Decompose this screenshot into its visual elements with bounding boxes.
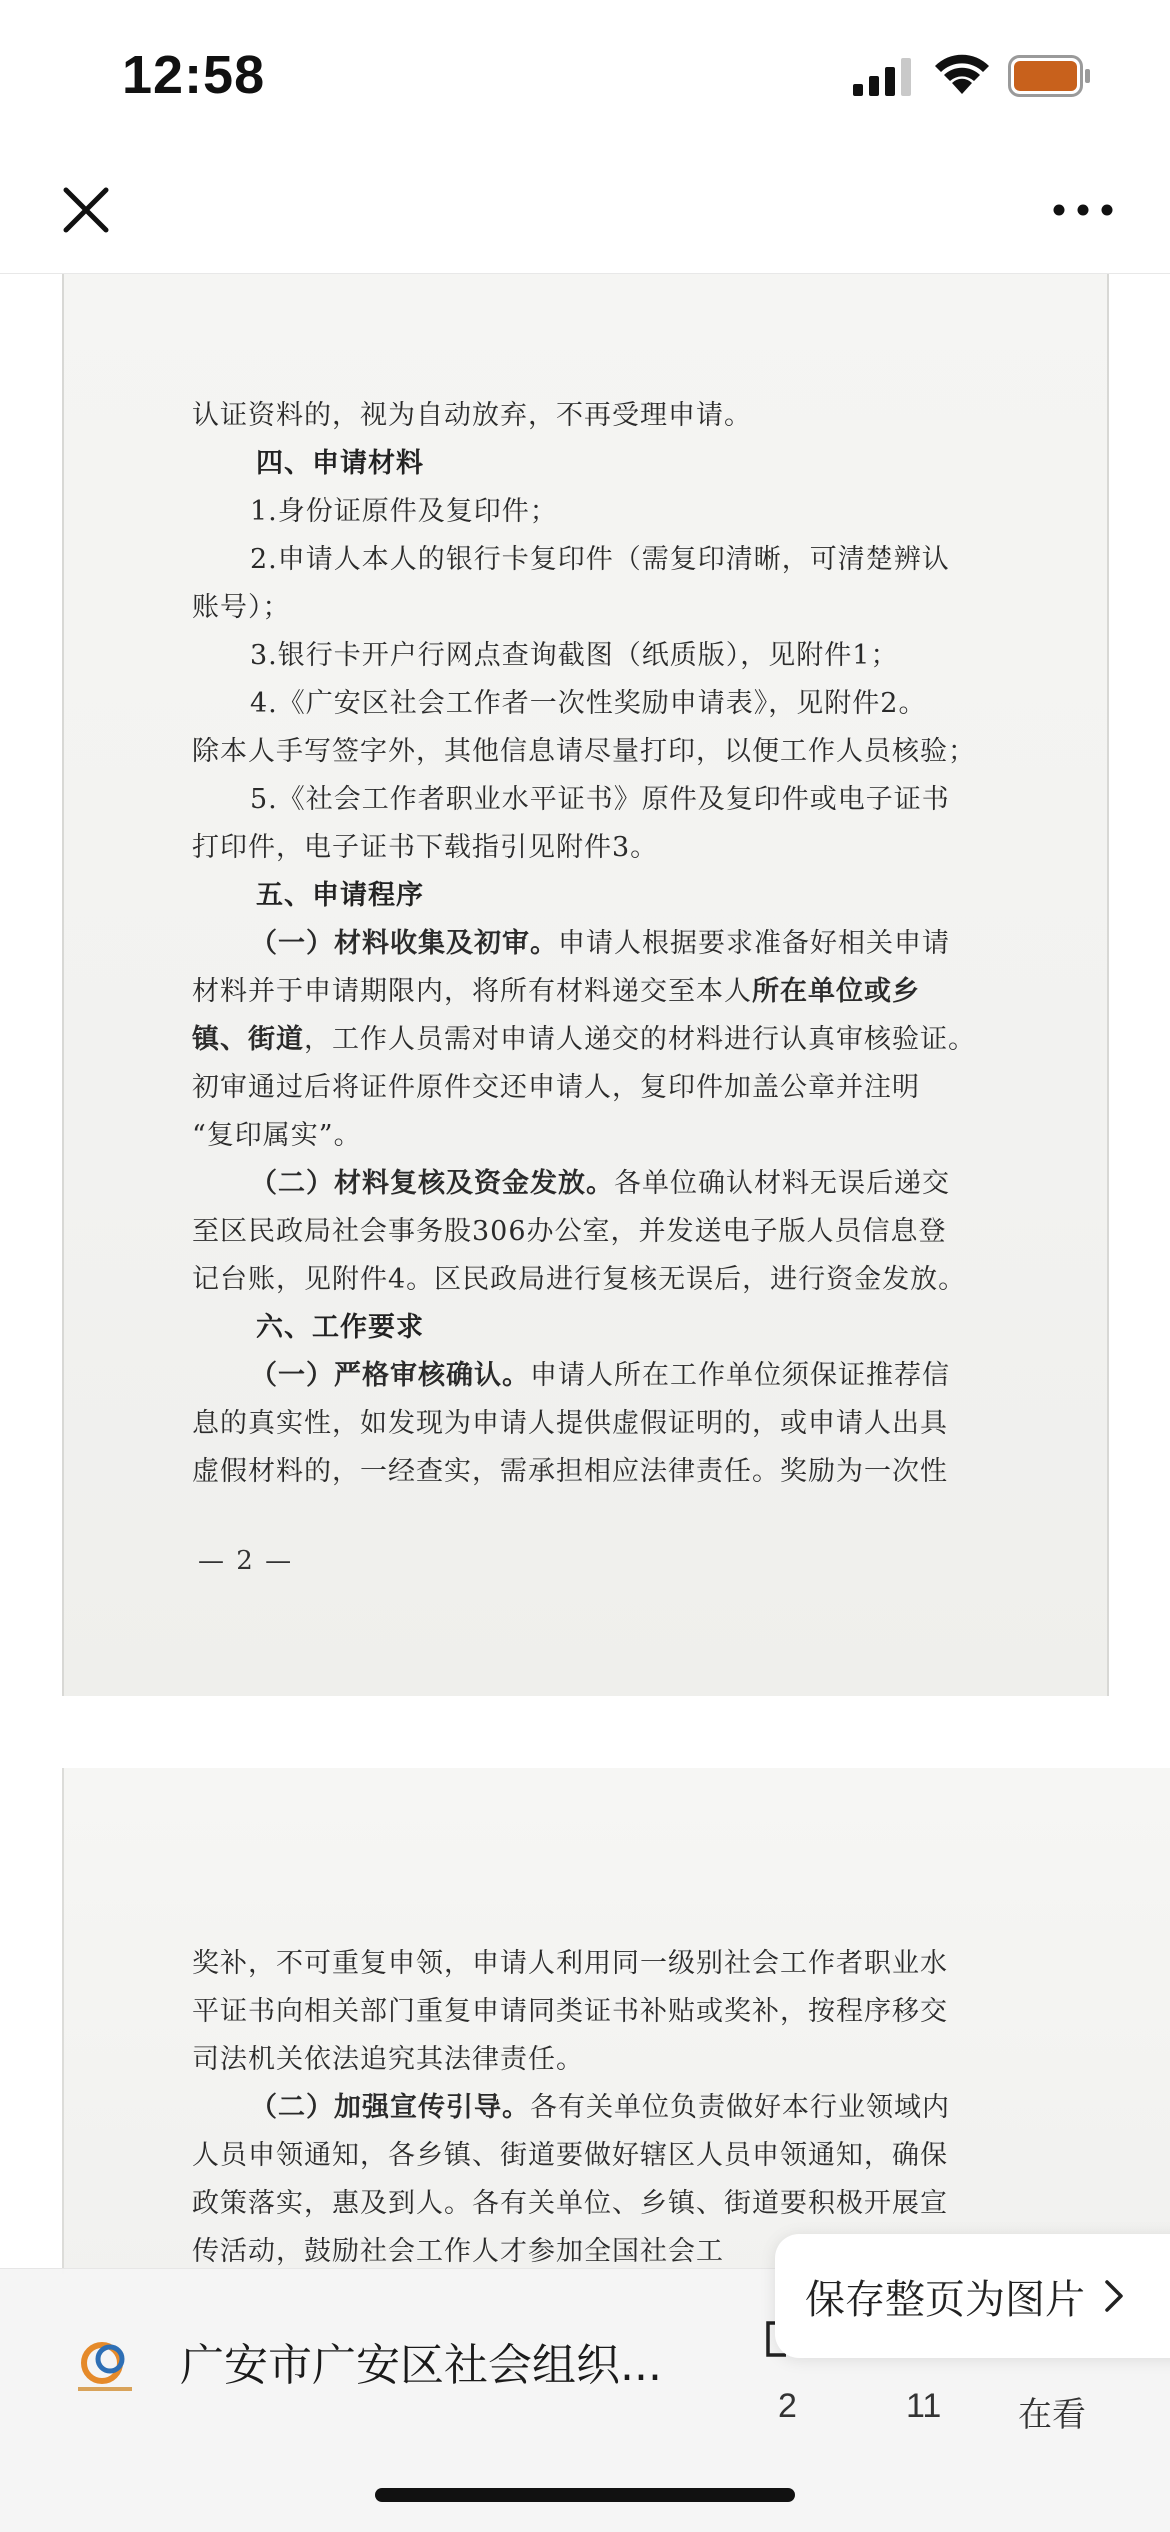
line-text: 虚假材料的，一经查实，需承担相应法律责任。奖励为一次性 [192, 1456, 948, 1487]
wifi-icon [932, 50, 992, 96]
status-bar [0, 0, 1170, 150]
line-text: 5.《社会工作者职业水平证书》原件及复印件或电子证书 [250, 784, 950, 815]
line-text: 司法机关依法追究其法律责任。 [192, 2044, 584, 2075]
battery-icon [1008, 55, 1092, 97]
line-text: 人员申领通知，各乡镇、街道要做好辖区人员申领通知，确保 [192, 2140, 948, 2171]
line-text: “复印属实”。 [192, 1120, 362, 1151]
document-line [192, 728, 982, 776]
line-text: 材料并于申请期限内，将所有材料递交至本人 [192, 976, 752, 1007]
line-text: 六、工作要求 [256, 1312, 424, 1343]
document-line [192, 920, 982, 968]
line-text: 息的真实性，如发现为申请人提供虚假证明的，或申请人出具 [192, 1408, 948, 1439]
document-line [192, 1352, 982, 1400]
document-line [192, 2036, 982, 2084]
bold-run: 所在单位或乡 [752, 976, 920, 1007]
line-text: 申请人根据要求准备好相关申请 [558, 928, 950, 959]
document-line [192, 1256, 982, 1304]
line-text: 政策落实，惠及到人。各有关单位、乡镇、街道要积极开展宣 [192, 2188, 948, 2219]
document-line [192, 1208, 982, 1256]
bold-run: （二）材料复核及资金发放。 [250, 1168, 614, 1199]
document-line [192, 1940, 982, 1988]
signal-icon [853, 56, 915, 96]
document-line [192, 2084, 982, 2132]
line-text: 1.身份证原件及复印件； [250, 496, 558, 527]
section-heading [192, 872, 982, 920]
save-page-label: 保存整页为图片 [805, 2276, 1085, 2323]
document-line [192, 1112, 982, 1160]
document-line [192, 1988, 982, 2036]
document-line [192, 632, 982, 680]
close-icon[interactable] [58, 182, 114, 238]
home-indicator [375, 2488, 795, 2502]
account-avatar[interactable] [70, 2329, 140, 2399]
document-line [192, 968, 982, 1016]
document-line [192, 1160, 982, 1208]
document-page-1-text [192, 392, 982, 1496]
document-line [192, 680, 982, 728]
line-text: 3.银行卡开户行网点查询截图（纸质版），见附件1； [250, 640, 899, 671]
nav-bar [0, 150, 1170, 274]
chevron-right-icon [1103, 2278, 1125, 2314]
line-text: 申请人所在工作单位须保证推荐信 [530, 1360, 950, 1391]
document-line [192, 392, 982, 440]
document-line [192, 776, 982, 824]
bold-run: 镇、街道 [192, 1024, 304, 1055]
article-content[interactable] [0, 274, 1170, 2274]
page-number: — 2 — [198, 1546, 294, 1576]
like-count[interactable]: 11 [906, 2387, 942, 2425]
more-icon[interactable] [1052, 198, 1114, 222]
line-text: 除本人手写签字外，其他信息请尽量打印，以便工作人员核验； [192, 736, 976, 767]
line-text: 平证书向相关部门重复申请同类证书补贴或奖补，按程序移交 [192, 1996, 948, 2027]
document-line [192, 2132, 982, 2180]
section-heading [192, 440, 982, 488]
line-text: 传活动，鼓励社会工作人才参加全国社会工 [192, 2236, 724, 2267]
line-text: 账号）； [192, 592, 291, 623]
document-line [192, 1448, 982, 1496]
document-line [192, 824, 982, 872]
wow-button[interactable]: 在看 [1018, 2395, 1086, 2435]
save-page-as-image-button[interactable] [775, 2234, 1170, 2358]
line-text: 认证资料的，视为自动放弃，不再受理申请。 [192, 400, 752, 431]
line-text: 打印件，电子证书下载指引见附件3。 [192, 832, 659, 863]
bold-run: （二）加强宣传引导。 [250, 2092, 530, 2123]
document-line [192, 2180, 982, 2228]
bold-run: （一）严格审核确认。 [250, 1360, 530, 1391]
line-text: 奖补，不可重复申领，申请人利用同一级别社会工作者职业水 [192, 1948, 948, 1979]
section-heading [192, 1304, 982, 1352]
line-text: 至区民政局社会事务股306办公室，并发送电子版人员信息登 [192, 1216, 947, 1247]
account-name[interactable]: 广安市广安区社会组织... [180, 2340, 662, 2391]
document-line [192, 584, 982, 632]
document-line [192, 1016, 982, 1064]
bold-run: （一）材料收集及初审。 [250, 928, 558, 959]
share-count[interactable]: 2 [778, 2387, 797, 2425]
line-text: ，工作人员需对申请人递交的材料进行认真审核验证。 [304, 1024, 976, 1055]
document-line [192, 1400, 982, 1448]
document-line [192, 536, 982, 584]
line-text: 四、申请材料 [256, 448, 424, 479]
document-line [192, 1064, 982, 1112]
line-text: 五、申请程序 [256, 880, 424, 911]
line-text: 2.申请人本人的银行卡复印件（需复印清晰，可清楚辨认 [250, 544, 950, 575]
line-text: 4.《广安区社会工作者一次性奖励申请表》，见附件2。 [250, 688, 927, 719]
document-page-2-text [192, 1940, 982, 2274]
status-time: 12:58 [122, 45, 266, 105]
line-text: 各单位确认材料无误后递交 [614, 1168, 950, 1199]
document-line [192, 488, 982, 536]
line-text: 记台账，见附件4。区民政局进行复核无误后，进行资金发放。 [192, 1264, 967, 1295]
line-text: 初审通过后将证件原件交还申请人，复印件加盖公章并注明 [192, 1072, 920, 1103]
line-text: 各有关单位负责做好本行业领域内 [530, 2092, 950, 2123]
